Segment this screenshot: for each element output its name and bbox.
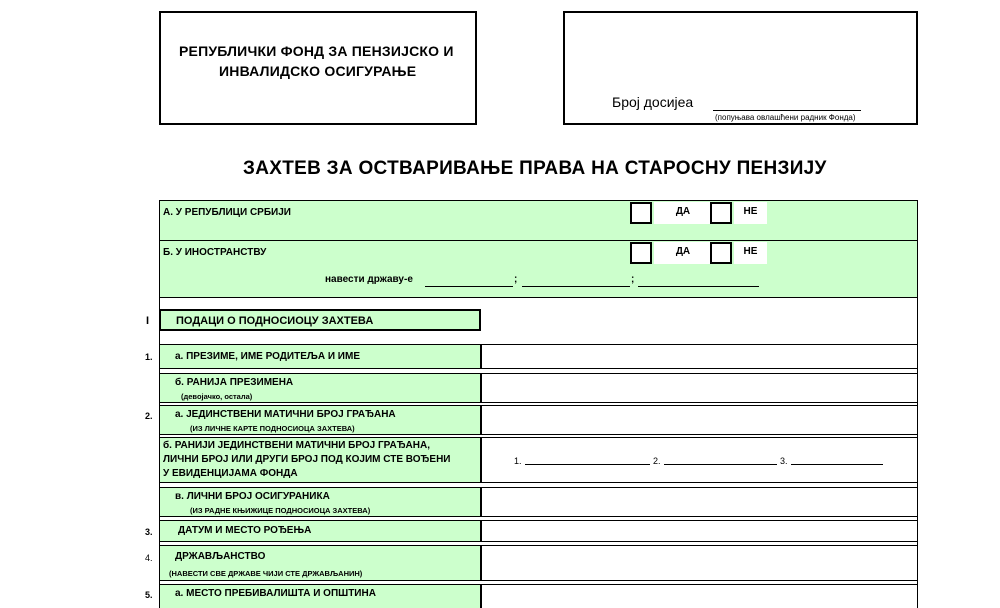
countries-label: навести државу-е [325, 274, 413, 285]
section-b-no-checkbox[interactable] [710, 242, 732, 264]
row-1-number: 1. [145, 352, 153, 362]
previous-id-1-field[interactable] [525, 455, 650, 465]
section-b-no-label: НЕ [734, 242, 767, 264]
row-1a-label: а. ПРЕЗИМЕ, ИМЕ РОДИТЕЉА И ИМЕ [175, 351, 360, 362]
section-b-yes-checkbox[interactable] [630, 242, 652, 264]
row-2b-label-line-1: б. РАНИЈИ ЈЕДИНСТВЕНИ МАТИЧНИ БРОЈ ГРАЂАНА, [163, 440, 430, 451]
residence-field[interactable] [481, 584, 918, 608]
row-3-number: 3. [145, 527, 153, 537]
section-i-title-box [159, 309, 481, 331]
row-2v-label: в. ЛИЧНИ БРОЈ ОСИГУРАНИКА [175, 491, 330, 502]
row-4-number: 4. [145, 553, 153, 563]
previous-id-2-label: 2. [653, 456, 661, 466]
section-i-title: ПОДАЦИ О ПОДНОСИОЦУ ЗАХТЕВА [176, 315, 374, 327]
row-3-label-box [159, 520, 481, 542]
row-2a-label: а. ЈЕДИНСТВЕНИ МАТИЧНИ БРОЈ ГРАЂАНА [175, 409, 396, 420]
row-2b-label-box [159, 437, 481, 483]
fund-name-line-2: ИНВАЛИДСКО ОСИГУРАЊЕ [219, 63, 417, 79]
row-2b-label-line-2: ЛИЧНИ БРОЈ ИЛИ ДРУГИ БРОЈ ПОД КОЈИМ СТЕ ВОЂЕНИ [163, 454, 451, 465]
country-separator-1: ; [514, 274, 518, 285]
row-5-number: 5. [145, 590, 153, 600]
dossier-note: (попуњава овлашћени радник Фонда) [715, 113, 856, 122]
section-b-label: Б. У ИНОСТРАНСТВУ [163, 247, 267, 258]
section-b-row [159, 240, 918, 298]
previous-ids-field [481, 437, 918, 483]
row-1b-label: б. РАНИЈА ПРЕЗИМЕНА [175, 377, 294, 388]
row-5a-label: а. МЕСТО ПРЕБИВАЛИШТА И ОПШТИНА [175, 588, 376, 599]
row-1b-label-box [159, 373, 481, 403]
section-b-yes-label: ДА [654, 242, 712, 264]
previous-id-3-label: 3. [780, 456, 788, 466]
dossier-label: Број досијеа [612, 94, 694, 110]
fund-name-line-1: РЕПУБЛИЧКИ ФОНД ЗА ПЕНЗИЈСКО И [179, 43, 454, 59]
form-title: ЗАХТЕВ ЗА ОСТВАРИВАЊЕ ПРАВА НА СТАРОСНУ ПЕНЗИЈУ [243, 158, 827, 179]
row-2a-label-box [159, 405, 481, 435]
country-separator-2: ; [631, 274, 635, 285]
row-2v-sublabel: (ИЗ РАДНЕ КЊИЖИЦЕ ПОДНОСИОЦА ЗАХТЕВА) [190, 506, 371, 515]
section-a-row [159, 200, 918, 241]
section-a-no-checkbox[interactable] [710, 202, 732, 224]
row-2b-label-line-3: У ЕВИДЕНЦИЈАМА ФОНДА [163, 468, 298, 479]
birth-date-place-field[interactable] [481, 520, 918, 542]
country-field-1[interactable] [425, 275, 513, 287]
row-5a-label-box [159, 584, 481, 608]
row-4-label-box [159, 545, 481, 581]
section-a-yes-checkbox[interactable] [630, 202, 652, 224]
country-field-3[interactable] [638, 275, 759, 287]
previous-id-3-field[interactable] [791, 455, 883, 465]
section-a-yes-label: ДА [654, 202, 712, 224]
dossier-number-field[interactable] [713, 95, 861, 111]
row-2a-sublabel: (ИЗ ЛИЧНЕ КАРТЕ ПОДНОСИОЦА ЗАХТЕВА) [190, 424, 355, 433]
row-3-label: ДАТУМ И МЕСТО РОЂЕЊА [178, 525, 312, 536]
insured-number-field[interactable] [481, 487, 918, 517]
row-2v-label-box [159, 487, 481, 517]
row-2-number: 2. [145, 411, 153, 421]
row-4-sublabel: (НАВЕСТИ СВЕ ДРЖАВЕ ЧИЈИ СТЕ ДРЖАВЉАНИН) [169, 569, 363, 578]
section-a-no-label: НЕ [734, 202, 767, 224]
previous-surnames-field[interactable] [481, 373, 918, 403]
row-1b-sublabel: (девојачко, остала) [181, 392, 253, 401]
surname-parent-name-field[interactable] [481, 344, 918, 369]
section-a-label: А. У РЕПУБЛИЦИ СРБИЈИ [163, 207, 291, 218]
section-i-roman: I [146, 315, 150, 327]
previous-id-2-field[interactable] [664, 455, 777, 465]
citizenship-field[interactable] [481, 545, 918, 581]
dossier-box [563, 11, 918, 125]
jmbg-field[interactable] [481, 405, 918, 435]
fund-box [159, 11, 477, 125]
row-1a-label-box [159, 344, 481, 369]
row-4-label: ДРЖАВЉАНСТВО [175, 551, 266, 562]
previous-id-1-label: 1. [514, 456, 522, 466]
country-field-2[interactable] [522, 275, 630, 287]
